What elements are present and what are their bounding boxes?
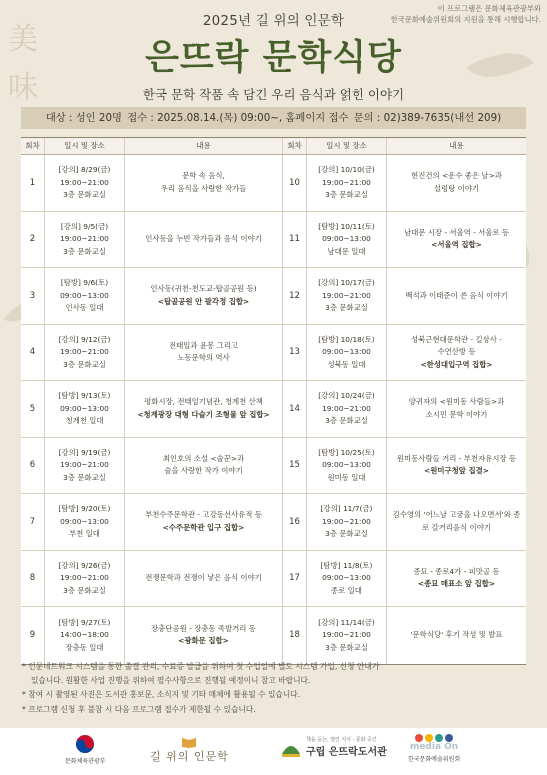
session-number	[283, 268, 307, 324]
header-cell: 회차	[283, 138, 307, 154]
session-content-line: '문학식당' 후기 작성 및 발표	[410, 630, 503, 639]
session-number	[283, 494, 307, 550]
session-datetime-line: 남대문 일대	[327, 246, 366, 256]
session-content	[125, 212, 283, 268]
session-datetime-line: [탐방] 9/27(토)	[58, 617, 111, 627]
mark-dot	[415, 734, 423, 742]
session-content-line: <한성대입구역 집합>	[420, 359, 493, 369]
session-datetime-line: 부천 일대	[69, 529, 100, 538]
session-number-line: 3	[29, 290, 36, 301]
mark-dot	[445, 734, 453, 742]
table-row	[21, 607, 526, 664]
taegeuk-icon	[75, 734, 95, 754]
footer-logos	[0, 728, 547, 775]
brand-name: 길 위의 인문학	[150, 750, 229, 763]
session-number-line: 1	[29, 177, 36, 188]
session-content-line: <원미구청앞 집결>	[424, 466, 489, 476]
session-number-line: 17	[289, 573, 300, 583]
header-cell: 일시 및 장소	[307, 138, 387, 154]
arts-council-mark	[415, 734, 453, 742]
session-content-line: 수연산방 등	[437, 347, 476, 356]
page-title: 은뜨락 문학식당	[145, 38, 402, 78]
session-datetime	[45, 438, 125, 494]
session-content-line: 현진건의 <운수 좋은 날>과	[411, 171, 502, 181]
session-content	[387, 494, 526, 550]
session-datetime-line: 인사동 일대	[65, 303, 104, 312]
session-datetime-line: 09:00~13:00	[322, 573, 371, 582]
session-datetime-line: [탐방] 9/6(토)	[60, 278, 109, 287]
session-number	[21, 155, 45, 211]
session-content-line: <종묘 매표소 앞 집합>	[417, 579, 496, 589]
header-cell: 내용	[125, 138, 283, 154]
table-row	[21, 551, 526, 608]
session-datetime	[307, 155, 387, 211]
footnote: 있습니다. 원활한 사업 진행을 위하여 필수사항으로 진행될 예정이니 참고 바랍니다.	[31, 676, 311, 686]
session-datetime	[45, 325, 125, 381]
mark-dot	[435, 734, 443, 742]
session-datetime-line: [강의] 11/14(금)	[318, 617, 375, 627]
tagline: 한국 문학 작품 속 담긴 우리 음식과 얽힌 이야기	[142, 87, 405, 102]
session-number-line: 12	[289, 290, 300, 301]
session-content-line: 성북근현대문학관 - 길상사 -	[411, 334, 502, 344]
session-content-line: 문학 속 음식,	[182, 171, 225, 181]
session-number-line: 10	[289, 177, 300, 188]
session-number-line: 6	[29, 460, 36, 470]
session-content	[125, 551, 283, 607]
session-number-line: 8	[29, 573, 36, 583]
session-datetime	[307, 494, 387, 550]
session-datetime-line: 19:00~21:00	[322, 403, 371, 413]
session-content-line: <수주문학관 입구 집합>	[162, 522, 245, 532]
session-datetime-line: 성북동 일대	[327, 359, 366, 369]
arts-council-name: 한국문화예술위원회	[408, 756, 461, 763]
session-content-line: 소시민 문학 이야기	[425, 409, 488, 419]
session-number	[21, 325, 45, 381]
session-datetime-line: 3층 문화교실	[325, 416, 368, 425]
table-row	[21, 381, 526, 438]
session-content-line: 양귀자의 <원미동 사람들>과	[408, 397, 505, 407]
brand-logo	[150, 736, 229, 764]
session-datetime-line: 19:00~21:00	[60, 347, 109, 356]
session-datetime	[307, 325, 387, 381]
session-datetime-line: 청계천 일대	[65, 416, 104, 425]
session-number-line: 4	[29, 347, 36, 357]
session-datetime	[307, 607, 387, 664]
session-datetime-line: 19:00~21:00	[60, 573, 109, 582]
session-datetime-line: 19:00~21:00	[322, 516, 371, 526]
footnote: * 인문네트워크 시스템을 통한 출결 관리, 수료증 발급을 위하여 첫 수업일에 별도 시스템 가입, 신청 안내가	[22, 662, 380, 671]
ministry-name: 문화체육관광부	[65, 758, 106, 765]
session-number-line: 13	[289, 347, 300, 357]
session-content-line: 설렁탕 이야기	[433, 183, 480, 193]
session-datetime-line: [강의] 11/7(금)	[320, 504, 373, 513]
table-row	[21, 268, 526, 325]
session-datetime	[45, 268, 125, 324]
footnote: * 참여 시 촬영된 사진은 도서관 홍보문, 소식지 및 기타 매체에 활용될 수 있습니다.	[22, 690, 301, 700]
library-name: 구립 은뜨락도서관	[306, 747, 387, 758]
session-datetime-line: [강의] 10/17(금)	[318, 278, 375, 287]
session-datetime-line: 19:00~21:00	[60, 234, 109, 243]
session-number	[283, 325, 307, 381]
session-datetime	[307, 551, 387, 607]
table-row	[21, 438, 526, 495]
session-content	[387, 212, 526, 268]
session-datetime-line: 09:00~13:00	[60, 290, 109, 300]
session-content-line: 남대문 시장 - 서울역 - 서울로 등	[403, 227, 510, 237]
session-content-line: 원미동사람들 거리 - 부천자유시장 등	[396, 453, 517, 463]
session-datetime-line: [탐방] 10/25(토)	[318, 447, 375, 457]
session-content-line: <서울역 집합>	[431, 240, 482, 250]
session-content-line: 로 갈거리음식 이야기	[422, 522, 491, 532]
session-datetime-line: [탐방] 10/11(토)	[318, 221, 375, 231]
footnotes	[22, 660, 527, 717]
program-subtitle: 2025년 길 위의 인문학	[202, 13, 345, 29]
session-number	[21, 268, 45, 324]
session-datetime-line: 원미동 일대	[327, 472, 366, 482]
session-content-line: 인사동(귀천-천도교-탑골공원 등)	[150, 284, 257, 294]
table-row	[21, 155, 526, 212]
session-datetime-line: 19:00~21:00	[60, 460, 109, 469]
session-number-line: 16	[289, 516, 300, 527]
session-number-line: 18	[289, 630, 300, 640]
session-datetime	[45, 607, 125, 664]
info-reception: 접수 : 2025.08.14.(목) 09:00~, 홈페이지 접수	[127, 112, 349, 124]
session-number-line: 14	[289, 403, 300, 414]
session-content-line: 노동문학의 역사	[177, 353, 230, 363]
table-header	[21, 138, 526, 155]
session-number-line: 9	[29, 630, 36, 640]
session-number	[21, 381, 45, 437]
session-datetime	[45, 381, 125, 437]
session-content-line: 부천수주문학관 - 고강동선사유적 등	[145, 510, 262, 520]
session-content-line: 장충단공원 - 장충동 족발거리 등	[151, 623, 256, 633]
session-number	[283, 551, 307, 607]
session-number	[283, 381, 307, 437]
header-cell: 일시 및 장소	[45, 138, 125, 154]
library-logo	[280, 736, 387, 758]
session-datetime-line: 3층 문화교실	[325, 190, 368, 199]
arts-council-logo	[408, 734, 460, 763]
schedule-table	[21, 137, 526, 665]
session-number	[21, 551, 45, 607]
session-datetime-line: 장충동 일대	[65, 642, 104, 652]
session-number-line: 5	[29, 403, 36, 414]
session-datetime	[45, 494, 125, 550]
session-content	[125, 607, 283, 664]
session-datetime-line: 3층 문화교실	[325, 303, 368, 312]
session-datetime-line: [강의] 10/24(금)	[318, 391, 375, 400]
session-datetime	[307, 381, 387, 437]
session-content-line: <광화문 집합>	[178, 636, 229, 646]
session-datetime-line: 3층 문화교실	[63, 585, 106, 595]
session-datetime-line: 19:00~21:00	[322, 290, 371, 300]
session-datetime	[45, 551, 125, 607]
library-emblem-icon	[280, 736, 302, 758]
session-content-line: 최인호의 소설 <술꾼>과	[162, 453, 245, 463]
session-datetime	[307, 438, 387, 494]
session-datetime-line: 09:00~13:00	[322, 347, 371, 356]
session-datetime	[45, 212, 125, 268]
session-datetime-line: 3층 문화교실	[325, 529, 368, 538]
session-content-line: 전쟁문학과 전쟁이 낳은 음식 이야기	[145, 573, 262, 582]
session-content	[125, 268, 283, 324]
session-content-line: 인사동을 누빈 작가들과 음식 이야기	[145, 234, 262, 243]
session-datetime-line: 09:00~13:00	[60, 516, 109, 526]
session-content-line: <탑골공원 안 팔각정 집합>	[157, 296, 250, 306]
footnote: * 프로그램 신청 후 불참 시 다음 프로그램 접수가 제한될 수 있습니다.	[22, 704, 256, 714]
session-datetime	[45, 155, 125, 211]
watermark: media On	[409, 742, 459, 752]
session-datetime-line: 3층 문화교실	[325, 642, 368, 652]
session-datetime-line: 19:00~21:00	[60, 177, 109, 187]
session-content	[387, 607, 526, 664]
session-datetime-line: [탐방] 9/13(토)	[58, 391, 111, 400]
top-note-line: 이 프로그램은 문화체육관광부와	[437, 4, 541, 13]
session-datetime	[307, 212, 387, 268]
session-datetime-line: [강의] 9/12(금)	[58, 334, 111, 344]
session-datetime-line: 종로 일대	[331, 585, 362, 595]
session-number-line: 7	[29, 516, 36, 527]
info-contact: 문의 : 02)389-7635(내선 209)	[353, 112, 502, 124]
session-content-line: 백석과 이태준이 쓴 음식 이야기	[405, 290, 508, 300]
session-datetime-line: [강의] 10/10(금)	[318, 165, 375, 174]
top-note-line: 한국문화예술위원회의 지원을 통해 시행합니다.	[390, 15, 541, 24]
session-datetime-line: 09:00~13:00	[322, 460, 371, 469]
session-content-line: 우리 음식을 사랑한 작가들	[160, 183, 247, 193]
session-content	[387, 438, 526, 494]
session-number	[21, 607, 45, 664]
ministry-logo	[65, 734, 106, 765]
header-cell: 내용	[449, 140, 464, 150]
session-datetime-line: 3층 문화교실	[63, 472, 106, 482]
table-row	[21, 325, 526, 382]
session-datetime-line: [강의] 8/29(금)	[58, 165, 111, 174]
session-number	[21, 212, 45, 268]
session-content	[387, 381, 526, 437]
session-datetime-line: 3층 문화교실	[63, 359, 106, 369]
table-row	[21, 494, 526, 551]
info-bar	[21, 107, 526, 129]
session-content-line: 평화시장, 전태일기념관, 청계천 산책	[144, 397, 263, 407]
decor-hanja-bottom: 味	[8, 70, 38, 105]
session-content	[125, 325, 283, 381]
session-content	[387, 551, 526, 607]
session-datetime-line: [강의] 9/26(금)	[58, 560, 111, 570]
session-number	[283, 155, 307, 211]
session-content	[387, 268, 526, 324]
table-row	[21, 212, 526, 269]
session-number	[283, 438, 307, 494]
session-content	[387, 155, 526, 211]
session-content	[125, 381, 283, 437]
session-content	[125, 438, 283, 494]
info-target: 대상 : 성인 20명	[45, 112, 122, 124]
session-content-line: <청계광장 대형 다슬기 조형물 앞 집합>	[137, 409, 270, 419]
session-datetime-line: [탐방] 10/18(토)	[318, 334, 375, 344]
session-datetime-line: 19:00~21:00	[322, 630, 371, 639]
session-content-line: 전태일과 윤봉 그리고	[169, 340, 238, 350]
session-datetime-line: 3층 문화교실	[63, 246, 106, 256]
session-datetime-line: 19:00~21:00	[322, 177, 371, 187]
session-datetime-line: 09:00~13:00	[60, 403, 109, 413]
session-number-line: 15	[289, 460, 300, 470]
session-datetime-line: [탐방] 11/8(토)	[320, 560, 373, 570]
header-cell: 회차	[21, 138, 45, 154]
session-datetime-line: 09:00~13:00	[322, 234, 371, 243]
session-number	[283, 607, 307, 664]
mark-dot	[425, 734, 433, 742]
session-datetime	[307, 268, 387, 324]
book-icon	[181, 736, 197, 748]
library-text	[306, 736, 387, 758]
session-content-line: 술을 사랑한 작가 이야기	[164, 466, 243, 476]
session-content	[125, 494, 283, 550]
session-datetime-line: [강의] 9/5(금)	[60, 221, 109, 231]
session-content-line: 종묘 - 종로4가 - 피맛골 등	[413, 566, 500, 576]
session-content	[125, 155, 283, 211]
session-number	[21, 494, 45, 550]
session-datetime-line: [강의] 9/19(금)	[58, 447, 111, 457]
session-number	[21, 438, 45, 494]
session-content	[387, 325, 526, 381]
session-datetime-line: [탐방] 9/20(토)	[58, 504, 111, 513]
session-number	[283, 212, 307, 268]
session-number-line: 2	[29, 234, 36, 244]
library-slogan: 책을 듣는, 열린 지식 · 문화 공간	[306, 737, 377, 743]
session-datetime-line: 3층 문화교실	[63, 190, 106, 199]
session-content-line: 김수영의 '어느날 고궁을 나오면서'와 종	[392, 510, 521, 520]
session-number-line: 11	[289, 234, 300, 244]
decor-hanja-top: 美	[8, 22, 38, 57]
session-datetime-line: 14:00~18:00	[60, 630, 109, 639]
